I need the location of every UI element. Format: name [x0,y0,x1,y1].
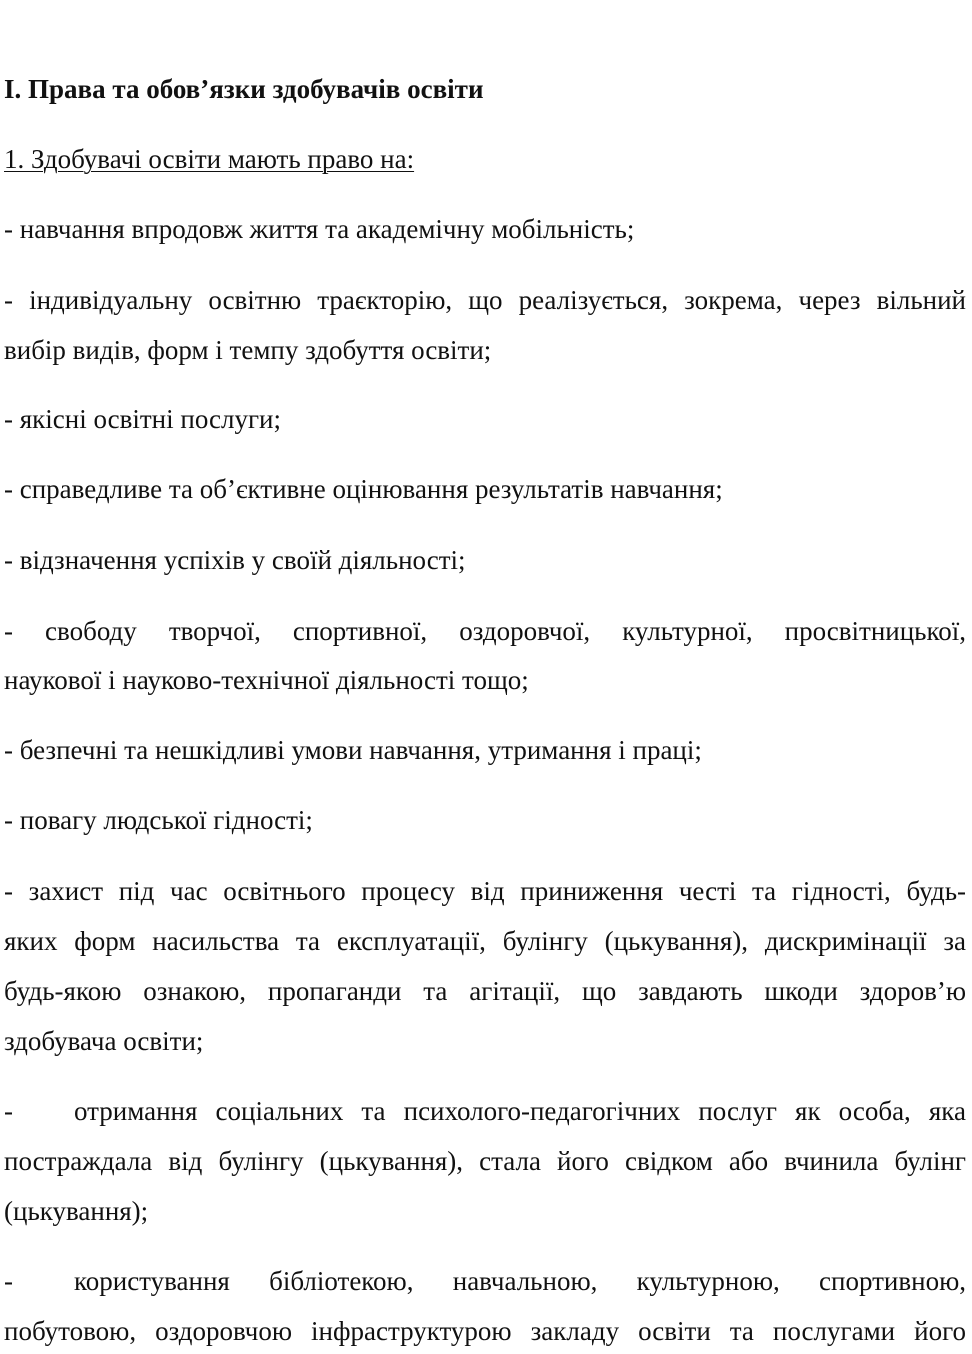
list-item-line [4,1266,966,1296]
list-item-line [4,1096,966,1126]
list-item-line: побутовою, оздоровчою інфраструктурою закладу освіти та послугами його [4,1316,966,1346]
list-item-line: - безпечні та нешкідливі умови навчання, утримання і праці; [4,735,702,765]
list-item-line: - захист під час освітнього процесу від приниження честі та гідності, будь- [4,876,966,906]
section-subheading [4,144,966,174]
list-item-line: - навчання впродовж життя та академічну мобільність; [4,214,635,244]
section-heading: І. Права та обов’язки здобувачів освіти [4,74,484,104]
list-item-line: наукової і науково-технічної діяльності тощо; [4,665,529,695]
list-item-line: будь-якою ознакою, пропаганди та агітації, що завдають шкоди здоров’ю [4,976,966,1006]
list-item-line: - свободу творчої, спортивної, оздоровчої, культурної, просвітницької, [4,616,966,646]
list-item-line: - повагу людської гідності; [4,805,313,835]
list-item-line: яких форм насильства та експлуатації, булінгу (цькування), дискримінації за [4,926,966,956]
list-item-line: - відзначення успіхів у своїй діяльності; [4,545,466,575]
subheading-text: 1. Здобувачі освіти мають право на: [4,144,415,174]
list-dash: - [4,1096,13,1126]
list-item-line: - якісні освітні послуги; [4,404,281,434]
list-item-line: (цькування); [4,1196,149,1226]
list-item-line: постраждала від булінгу (цькування), стала його свідком або вчинила булінг [4,1146,966,1176]
list-item-text: користування бібліотекою, навчальною, культурною, спортивною, [74,1266,966,1296]
list-dash: - [4,1266,13,1296]
list-item-line: - справедливе та об’єктивне оцінювання результатів навчання; [4,474,723,504]
list-item-line: - індивідуальну освітню траєкторію, що реалізується, зокрема, через вільний [4,285,966,315]
list-item-line: здобувача освіти; [4,1026,204,1056]
list-item-line: вибір видів, форм і темпу здобуття освіти; [4,335,492,365]
list-item-text: отримання соціальних та психолого-педагогічних послуг як особа, яка [74,1096,966,1126]
